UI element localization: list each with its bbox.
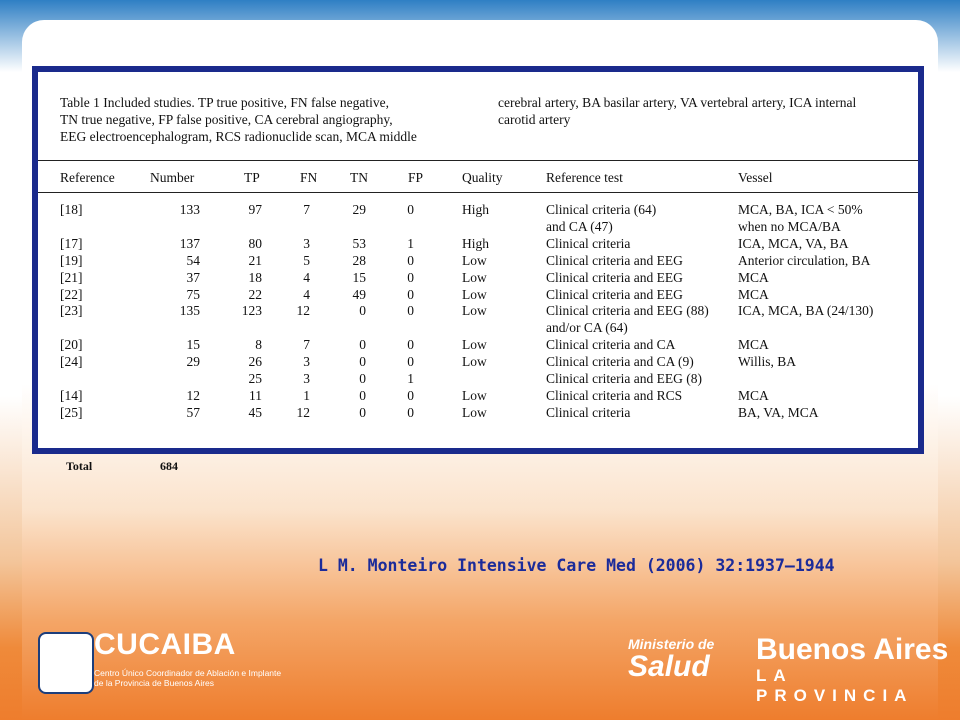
table-cell-tn: 0 [359, 354, 366, 370]
cucaiba-mark-icon [38, 632, 94, 694]
table-cell-test: Clinical criteria and EEG [546, 252, 683, 268]
provincia-logo [756, 634, 960, 706]
caption-line: TN true negative, FP false positive, CA cerebral angiography, [60, 112, 393, 127]
table-cell-tn: 0 [359, 337, 366, 353]
table-cell-fp: 0 [407, 252, 414, 268]
table-cell-vessel: BA, VA, MCA [738, 404, 819, 420]
provincia-line2: LA PROVINCIA [756, 666, 914, 705]
column-header: TN [350, 170, 368, 185]
caption-right [498, 94, 924, 128]
table-cell-fp: 0 [407, 202, 414, 217]
table-cell-tn: 0 [359, 371, 366, 386]
caption-line: EEG electroencephalogram, RCS radionuclide scan, MCA middle [60, 129, 417, 144]
table-cell-fp: 0 [407, 337, 414, 353]
table-cell-tp: 45 [248, 404, 262, 420]
table-cell-fn: 12 [296, 303, 310, 319]
table-image-frame [32, 66, 924, 454]
table-cell-fn: 1 [303, 387, 310, 403]
table-cell-num: 137 [179, 235, 200, 251]
table-cell-ref: [14] [60, 387, 83, 403]
table-cell-ref: [25] [60, 404, 83, 420]
table-cell-tn: 15 [352, 269, 366, 285]
table-cell-fn: 3 [303, 371, 310, 386]
table-cell-tp: 123 [241, 303, 262, 319]
table-cell-quality: High [462, 202, 489, 217]
column-header: Reference [60, 170, 115, 185]
table-cell-fp: 0 [407, 286, 414, 302]
table-cell-fn: 7 [303, 337, 310, 353]
ministerio-logo [628, 636, 714, 682]
table-cell-fp: 0 [407, 303, 414, 319]
column-header: FN [300, 170, 318, 185]
column-header: FP [408, 170, 424, 185]
table-cell-fp: 0 [407, 354, 414, 370]
table-cell-vessel: MCA [738, 286, 769, 302]
table-cell-tp: 11 [249, 387, 262, 403]
table-cell-fp: 0 [407, 387, 414, 403]
table-cell-fp: 0 [407, 404, 414, 420]
table-cell-tn: 0 [359, 404, 366, 420]
caption-line: carotid artery [498, 112, 571, 127]
table-cell-tp: 8 [255, 337, 262, 353]
table-cell-vessel: Anterior circulation, BA [738, 252, 871, 268]
table-cell-fp: 0 [407, 269, 414, 285]
table-cell-fn: 4 [303, 269, 310, 285]
table-cell-quality: Low [462, 387, 487, 403]
table-cell-tn: 28 [352, 252, 366, 268]
table-cell-fp: 1 [407, 235, 414, 251]
ministerio-line1: Ministerio de [628, 636, 715, 652]
table-cell-test: and/or CA (64) [546, 320, 628, 336]
table-cell-quality: High [462, 235, 489, 251]
column-header: Quality [462, 170, 503, 185]
table-cell-vessel: MCA, BA, ICA < 50% [738, 202, 863, 217]
table-cell-tp: 22 [248, 286, 262, 302]
caption-left [60, 94, 490, 145]
table-cell-num: 29 [186, 354, 200, 370]
table-cell-test: and CA (47) [546, 218, 613, 234]
table-cell-quality: Low [462, 269, 487, 285]
cucaiba-logo [38, 628, 282, 692]
table-cell-num: 133 [179, 202, 200, 217]
table-cell-ref: [21] [60, 269, 83, 285]
table-cell-num: 57 [186, 404, 200, 420]
table-cell-quality: Low [462, 303, 487, 319]
table-cell-tp: 25 [248, 371, 262, 386]
column-header: TP [244, 170, 260, 185]
table-cell-vessel: Willis, BA [738, 354, 796, 370]
table-cell-test: Clinical criteria and EEG (8) [546, 371, 702, 386]
table-cell-num: 75 [186, 286, 200, 302]
table-cell-ref: [22] [60, 286, 83, 302]
table-cell-tp: 21 [248, 252, 262, 268]
table-cell-num: 54 [186, 252, 200, 268]
table-cell-test: Clinical criteria and EEG [546, 269, 683, 285]
table-cell-num: 15 [186, 337, 200, 353]
table-cell-ref: [24] [60, 354, 83, 370]
total-label: Total [66, 459, 93, 473]
table-cell-vessel: MCA [738, 337, 769, 353]
ministerio-line2: Salud [628, 650, 710, 683]
table-cell-fn: 4 [303, 286, 310, 302]
table-cell-quality: Low [462, 252, 487, 268]
table-cell-quality: Low [462, 286, 487, 302]
table-cell-vessel: MCA [738, 387, 769, 403]
provincia-line1: Buenos Aires [756, 633, 949, 666]
table-cell-ref: [23] [60, 303, 83, 319]
table-cell-test: Clinical criteria and RCS [546, 387, 683, 403]
table-top-rule [38, 160, 918, 161]
table-cell-vessel: MCA [738, 269, 769, 285]
table-cell-fn: 3 [303, 354, 310, 370]
table-cell-tp: 80 [248, 235, 262, 251]
column-header: Number [150, 170, 195, 185]
table-cell-vessel: ICA, MCA, VA, BA [738, 235, 849, 251]
table-cell-vessel: ICA, MCA, BA (24/130) [738, 303, 874, 319]
table-cell-fp: 1 [407, 371, 414, 386]
table-cell-num: 135 [179, 303, 200, 319]
cucaiba-subtitle: Centro Único Coordinador de Ablación e Implante de la Provincia de Buenos Aires [94, 668, 282, 688]
table-cell-test: Clinical criteria and EEG [546, 286, 683, 302]
table-cell-num: 37 [186, 269, 200, 285]
table-cell-vessel: when no MCA/BA [738, 218, 841, 234]
table-cell-test: Clinical criteria [546, 404, 631, 420]
table-cell-tn: 0 [359, 387, 366, 403]
column-header: Reference test [546, 170, 623, 185]
table-cell-tp: 18 [248, 269, 262, 285]
table-cell-num: 12 [186, 387, 200, 403]
table-cell-tn: 49 [352, 286, 366, 302]
table-cell-test: Clinical criteria and CA (9) [546, 354, 694, 370]
table-cell-tp: 26 [248, 354, 262, 370]
caption-line: Table 1 Included studies. TP true positive, FN false negative, [60, 95, 389, 110]
table-cell-test: Clinical criteria and EEG (88) [546, 303, 709, 319]
table-cell-tn: 53 [352, 235, 366, 251]
table-cell-test: Clinical criteria and CA [546, 337, 676, 353]
table-cell-fn: 5 [303, 252, 310, 268]
total-value: 684 [160, 459, 178, 473]
table-cell-tp: 97 [248, 202, 262, 217]
table-cell-fn: 3 [303, 235, 310, 251]
table-cell-test: Clinical criteria (64) [546, 202, 657, 217]
table-cell-quality: Low [462, 404, 487, 420]
table-cell-quality: Low [462, 354, 487, 370]
table-header-rule [38, 192, 918, 193]
table-cell-ref: [19] [60, 252, 83, 268]
table-cell-tn: 0 [359, 303, 366, 319]
table-cell-tn: 29 [352, 202, 366, 217]
table-cell-quality: Low [462, 337, 487, 353]
table-cell-ref: [20] [60, 337, 83, 353]
table-cell-test: Clinical criteria [546, 235, 631, 251]
citation: L M. Monteiro Intensive Care Med (2006) 32:1937–1944 [318, 556, 835, 575]
table-cell-ref: [17] [60, 235, 83, 251]
cucaiba-name: CUCAIBA [94, 628, 236, 661]
table-cell-fn: 12 [296, 404, 310, 420]
table-cell-fn: 7 [303, 202, 310, 217]
caption-line: cerebral artery, BA basilar artery, VA vertebral artery, ICA internal [498, 95, 857, 110]
table-cell-ref: [18] [60, 202, 83, 217]
column-header: Vessel [738, 170, 773, 185]
